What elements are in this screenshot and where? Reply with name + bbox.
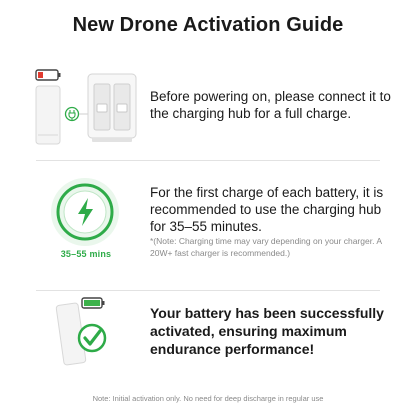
step-first-charge <box>0 162 416 290</box>
charging-hub-icon <box>88 74 136 142</box>
step-2-text: For the first charge of each battery, it is recommended to use the charging hub for 35–55 minutes. <box>150 185 384 234</box>
full-battery-icon <box>82 298 105 308</box>
charging-note: *(Note: Charging time may vary depending on your charger. A 20W+ fast charger is recommended.) <box>150 236 382 258</box>
divider <box>36 160 380 161</box>
step-connect-charger <box>0 58 416 158</box>
checkmark-icon <box>79 325 105 351</box>
step-1-text: Before powering on, please connect it to the charging hub for a full charge. <box>150 89 391 121</box>
battery-and-hub-illustration <box>28 64 146 154</box>
charging-timer-illustration <box>44 176 126 248</box>
charge-time-label: 35–55 mins <box>60 249 112 259</box>
page-title: New Drone Activation Guide <box>72 14 344 36</box>
divider <box>36 290 380 291</box>
step-activated <box>0 292 416 392</box>
activated-battery-illustration <box>50 294 120 386</box>
plug-icon <box>66 108 79 121</box>
low-battery-icon <box>36 70 61 80</box>
footer-note: Note: Initial activation only. No need for deep discharge in regular use <box>92 394 324 403</box>
step-3-text: Your battery has been successfully activated, ensuring maximum endurance performance! <box>150 305 384 357</box>
